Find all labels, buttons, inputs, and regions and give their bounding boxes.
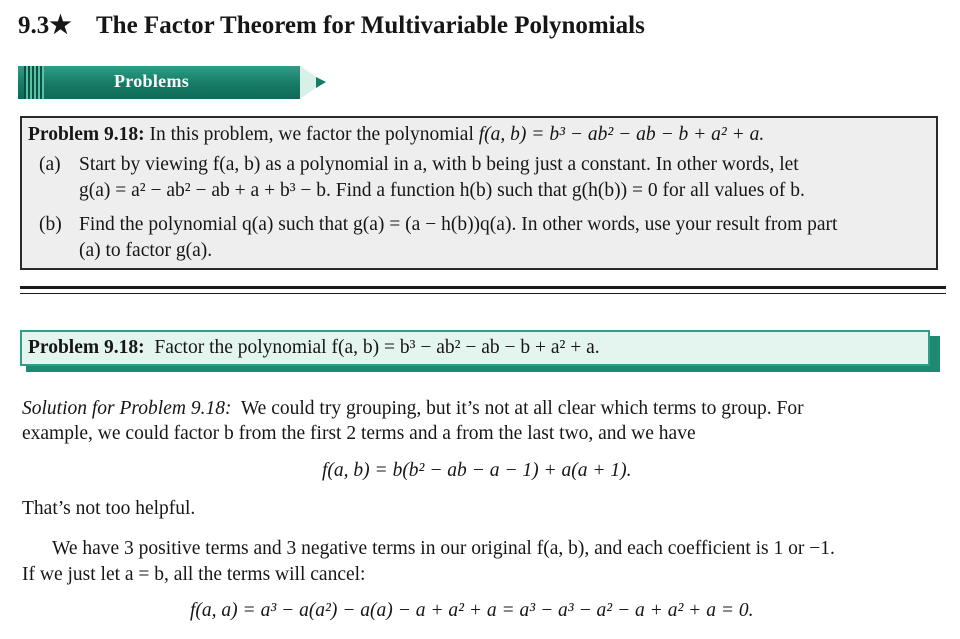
solution-line-1 (22, 398, 804, 420)
part-b-label: (b) (39, 214, 62, 235)
solution-line-3: That’s not too helpful. (22, 498, 196, 519)
banner-stripes (24, 66, 44, 99)
solution-text-1: We could try grouping, but it’s not at all clear which terms to group. For (240, 398, 804, 419)
part-b-line-2: (a) to factor g(a). (79, 240, 213, 261)
separator-rule-thick (20, 286, 946, 289)
section-number: 9.3★ (18, 12, 72, 39)
problem-statement (28, 124, 764, 146)
solution-box-shadow (930, 336, 940, 370)
equation-2: f(a, a) = a³ − a(a²) − a(a) − a + a² + a = a³ − a³ − a² − a + a² + a = 0. (190, 600, 754, 621)
solution-problem-box (20, 330, 930, 366)
pencil-point-icon (316, 77, 326, 88)
solution-line-4: We have 3 positive terms and 3 negative terms in our original f(a, b), and each coefficient is 1 or −1. (52, 538, 835, 559)
solution-label: Solution for Problem 9.18: (22, 398, 232, 419)
solution-problem-label: Problem 9.18: (28, 337, 145, 358)
part-b-line-1: Find the polynomial q(a) such that g(a) = (a − h(b))q(a). In other words, use your result from part (79, 214, 838, 235)
problem-box (20, 116, 938, 270)
solution-line-2: example, we could factor b from the first 2 terms and a from the last two, and we have (22, 423, 696, 444)
problems-banner (18, 66, 328, 100)
solution-box-shadow-bottom (26, 366, 940, 372)
part-a-line-1: Start by viewing f(a, b) as a polynomial in a, with b being just a constant. In other words, let (79, 154, 799, 175)
problem-intro: In this problem, we factor the polynomial (149, 124, 474, 145)
part-a-label: (a) (39, 154, 61, 175)
part-a-line-2: g(a) = a² − ab² − ab + a + b³ − b. Find a function h(b) such that g(h(b)) = 0 for all values of b. (79, 180, 805, 201)
solution-problem-statement (28, 337, 600, 359)
problem-label: Problem 9.18: (28, 124, 145, 145)
solution-problem-text: Factor the polynomial f(a, b) = b³ − ab² − ab − b + a² + a. (154, 337, 600, 358)
banner-label: Problems (114, 71, 190, 91)
separator-rule-thin (20, 293, 946, 294)
equation-1: f(a, b) = b(b² − ab − a − 1) + a(a + 1). (322, 460, 632, 481)
solution-line-5: If we just let a = b, all the terms will cancel: (22, 564, 366, 585)
section-heading (18, 10, 645, 40)
section-title: The Factor Theorem for Multivariable Polynomials (96, 12, 645, 39)
problem-polynomial: f(a, b) = b³ − ab² − ab − b + a² + a. (478, 124, 765, 145)
